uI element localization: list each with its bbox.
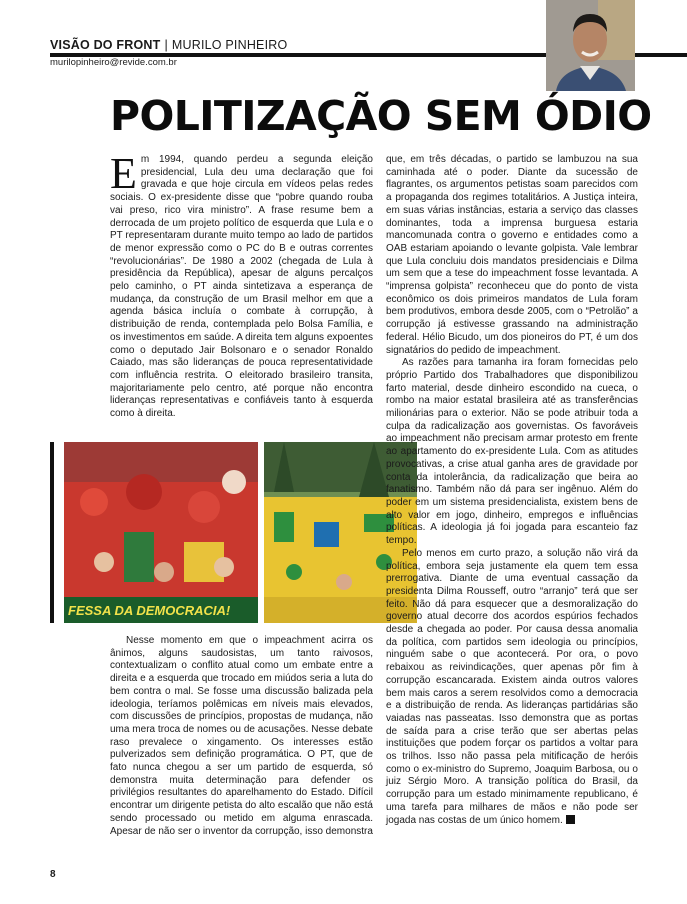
page-number: 8 [50,869,56,880]
red-protest-photo [64,442,258,623]
article-title: POLITIZAÇÃO SEM ÓDIO [110,92,652,140]
author-email[interactable]: murilopinheiro@revide.com.br [50,57,177,68]
end-mark-icon [566,815,575,824]
section-name: VISÃO DO FRONT [50,38,161,52]
paragraph [386,548,638,827]
paragraph: As razões para tamanha ira foram fornecidas pelo próprio Partido dos Trabalhadores que disponibilizou farto material, desde dinheiro escondido na cueca, o rombo na maior estatal brasileira até as transferências milionárias para o exterior. Não se pode atribuir toda a culpa da radicalização aos governistas. Os favoráveis ao impeachment não precisam armar protesto em frente ao apartamento do ex-presidente Lula. Com as atitudes provocativas, a crise atual ganha ares de gravidade por conta da intolerância, da radicalização que beira ao fanatismo. Também não dá para ser ingênuo. Além do poder em um sistema presidencialista, existem bens de alto valor em jogo, dinheiro, empregos e influências políticas. A ideologia já foi jogada para escanteio faz tempo. [386,357,638,547]
photo-accent-bar [50,442,54,623]
drop-cap: E [110,149,137,198]
paragraph: que, em três décadas, o partido se lambuzou na sua caminhada até o poder. Diante da sucessão de flagrantes, os argumentos petistas soam parecidos com a propaganda dos regimes totalitários. A Justiça inteira, em suas várias instâncias, estaria a serviço das classes dominantes, toda a imprensa burguesa estaria mancomunada contra o governo e entidades como a OAB estariam apoiando o levante golpista. Vale lembrar que Lula concluiu dois mandatos presidenciais e Dilma um sem que a tese do impeachment fosse levantada. A “imprensa golpista” reconheceu que do ponto de vista econômico os dois primeiros mandatos de Lula foram bem produtivos, embora desde 2005, com o “Petrolão” a corrupção já estivesse grassando na administração federal. Hélio Bicudo, um dos pioneiros do PT, é um dos signatários do pedido de impeachment. [386,154,638,356]
paragraph: m 1994, quando perdeu a segunda eleição presidencial, Lula deu uma declaração que foi gravada e que hoje circula em vídeos pelas redes sociais. O ex-presidente disse que “pobre quando rouba vai preso, rico vira ministro”. A frase resume bem a derrocada de um projeto político de esquerda que Lula e o PT representaram durante muito tempo ao lado de partidos de menor expressão como o PC do B e outras correntes “revolucionárias”. De 1980 a 2002 (chegada de Lula à presidência da República), apesar de alguns percalços pelo caminho, o PT ainda sintetizava a esperança de mudança, da construção de um Brasil melhor em que a agenda básica incluía o combate à corrupção, à distribuição de renda, contemplada pelo Bolsa Família, e os investimentos em saúde. A direita tem alguns expoentes como o deputado Jair Bolsonaro e o senador Ronaldo Caiado, mas são lideranças de pouca representatividade com influência restrita. O eleitorado brasileiro transita, majoritariamente pelo centro, até porque não encontra lideranças representativas e confiáveis tanto à esquerda como à direita. [110,154,373,420]
article-column-1 [110,149,373,421]
paragraph-text: Pelo menos em curto prazo, a solução não virá da política, embora seja justamente ela quem tem essa prerrogativa. Diante de uma eventual cassação da presidenta Dilma Rousseff, outro “arranjo” terá que ser feito. Não dá para esquecer que a desmoralização do governo atual decorre dos acordos espúrios fechados desde a chegada ao poder. Por causa dessa anomalia da política, com partidos sem ideologia ou princípios, ninguém sabe o que acontecerá. Por ora, o povo rebaixou as reivindicações, quer apenas pôr fim à corrupção escancarada. Existem ainda outros valores bem mais caros a serem resolvidos como a democracia e a distribuição de renda. As lideranças partidárias são vaiadas nas passeatas. Isso demonstra que as portas de saída para a crise terão que ser abertas pelas instituições que podem forçar os partidos a voltar para os trilhos. Isso não passa pela mitificação de heróis como o ex-ministro do Supremo, Joaquim Barbosa, ou o juiz Sérgio Moro. A transição política do Brasil, da corrupção para um estado minimamente republicano, é uma tarefa para milhares de mãos e não pode ser jogada nas costas de um único homem. [386,547,638,826]
paragraph: Nesse momento em que o impeachment acirra os ânimos, alguns saudosistas, um tanto raivosos, contextualizam o conflito atual como um embate entre a direita e a esquerda que trocado em miúdos seria a luta do bem contra o mal. Se fosse uma discussão balizada pela ideologia, teríamos polêmicas em níveis mais elevados, com discussões de princípios, propostas de mudança, não uma mera troca de nomes ou de acusações. Nesse debate raso prevalece o xingamento. Os interesses estão pulverizados sem definição programática. O PT, que de fato nunca chegou a ser um partido de esquerda, só demonstra muita determinação para defender os privilégios resultantes do aparelhamento do Estado. Difícil encontrar um dirigente petista do alto escalão que não está sendo processado ou metido em alguma enrascada. Apesar de não ser o inventor da corrupção, isso demonstra [110,635,373,837]
column-header [50,38,287,52]
article-column-2 [386,154,638,827]
author-photo [546,0,635,91]
header-separator: | [164,38,168,52]
banner-text: FESSA DA DEMOCRACIA! [68,603,231,618]
author-name: MURILO PINHEIRO [171,38,288,52]
protest-photos [50,442,368,623]
article-column-1-continued [110,635,373,838]
